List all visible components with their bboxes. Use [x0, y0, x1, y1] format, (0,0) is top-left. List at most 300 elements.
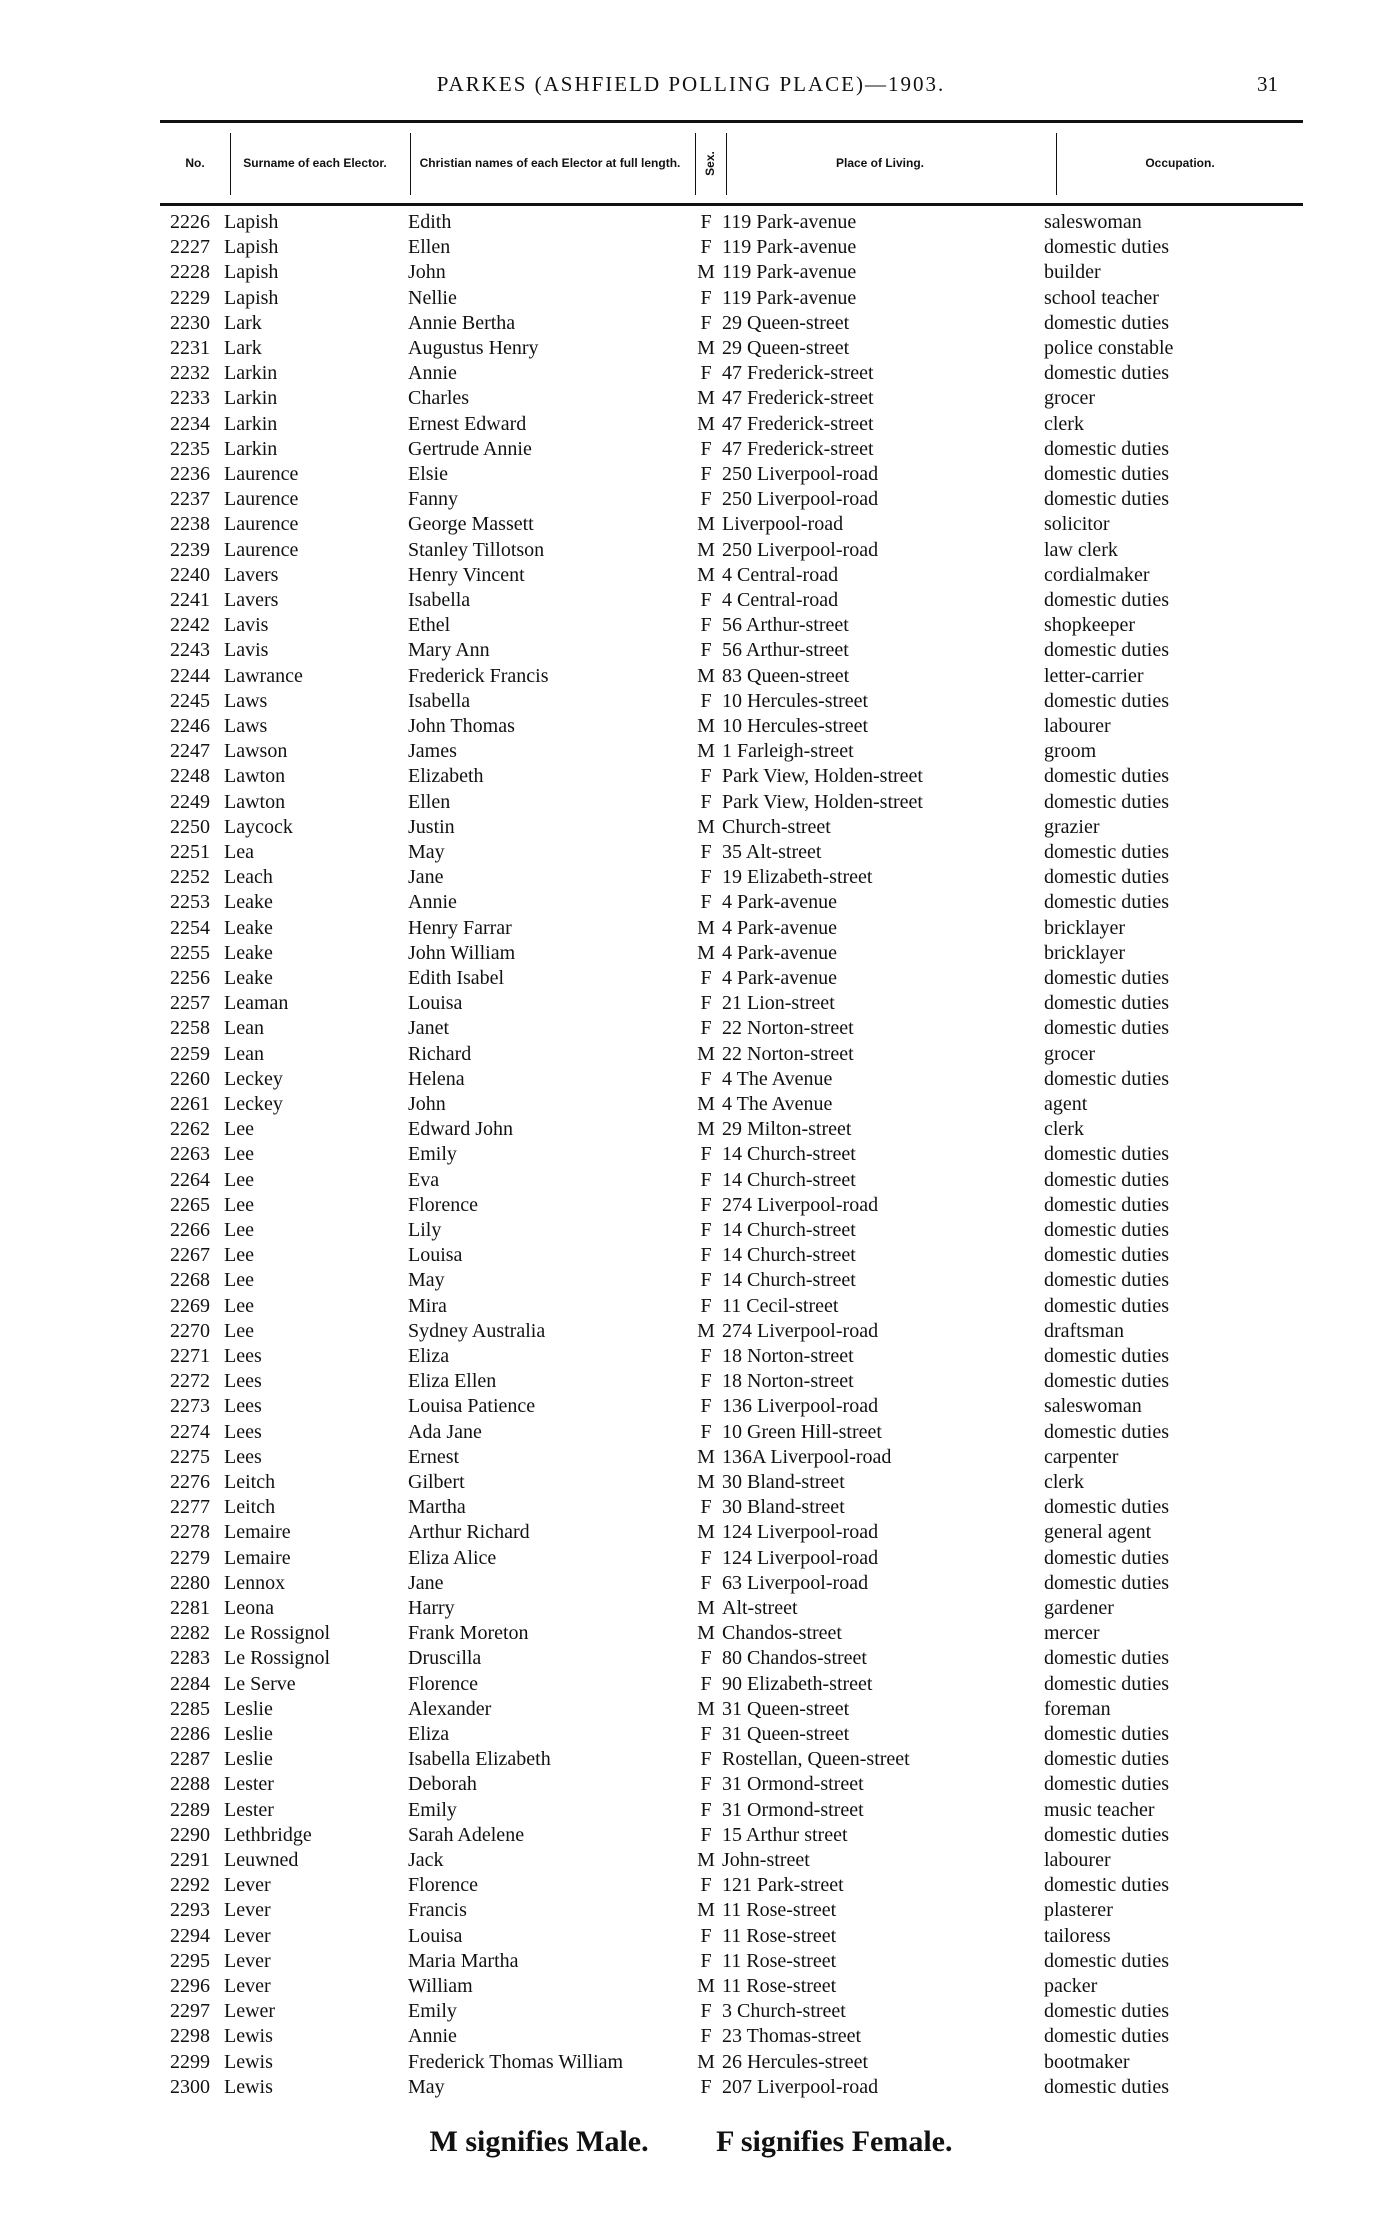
elector-surname: Lavis — [224, 639, 269, 662]
table-row — [0, 664, 1382, 689]
table-row — [0, 1672, 1382, 1697]
table-row — [0, 1344, 1382, 1369]
elector-number: 2233 — [170, 387, 210, 410]
elector-surname: Le Rossignol — [224, 1647, 331, 1670]
table-row — [0, 764, 1382, 789]
elector-occupation: domestic duties — [1044, 891, 1169, 914]
elector-number: 2277 — [170, 1496, 210, 1519]
elector-christian-names: Helena — [408, 1067, 465, 1090]
elector-number: 2274 — [170, 1420, 210, 1443]
elector-place-of-living: 47 Frederick-street — [722, 362, 874, 385]
elector-sex: F — [700, 1244, 712, 1267]
elector-number: 2265 — [170, 1193, 210, 1216]
elector-place-of-living: 11 Rose-street — [722, 1924, 837, 1947]
elector-number: 2271 — [170, 1345, 210, 1367]
elector-surname: Lee — [224, 1219, 254, 1241]
elector-occupation: grazier — [1044, 815, 1100, 838]
male-legend: M signifies Male. — [429, 2125, 649, 2158]
elector-christian-names: Augustus Henry — [408, 337, 539, 359]
elector-number: 2255 — [170, 941, 210, 964]
table-row — [0, 1193, 1382, 1218]
elector-christian-names: Jane — [408, 866, 444, 889]
elector-number: 2260 — [170, 1067, 210, 1090]
table-row — [0, 1546, 1382, 1571]
elector-sex: M — [697, 513, 715, 536]
elector-place-of-living: 22 Norton-street — [722, 1042, 854, 1065]
elector-sex: M — [697, 2050, 715, 2073]
elector-christian-names: Emily — [408, 2000, 457, 2023]
elector-surname: Leuwned — [224, 1849, 299, 1871]
elector-sex: F — [700, 1874, 712, 1897]
elector-surname: Lever — [224, 1899, 271, 1922]
elector-number: 2283 — [170, 1647, 210, 1670]
table-row — [0, 1092, 1382, 1117]
table-row — [0, 336, 1382, 361]
elector-number: 2245 — [170, 689, 210, 712]
elector-surname: Lennox — [224, 1571, 286, 1594]
elector-number: 2263 — [170, 1143, 210, 1166]
elector-occupation: shopkeeper — [1044, 614, 1136, 637]
elector-place-of-living: 119 Park-avenue — [722, 211, 857, 233]
elector-place-of-living: 30 Bland-street — [722, 1471, 845, 1493]
elector-sex: M — [697, 664, 715, 687]
elector-surname: Lees — [224, 1445, 262, 1468]
elector-christian-names: May — [408, 2075, 445, 2098]
elector-occupation: letter-carrier — [1044, 664, 1144, 687]
elector-place-of-living: 4 Park-avenue — [722, 891, 837, 914]
table-row — [0, 1924, 1382, 1949]
column-header-sex: Sex. — [702, 150, 717, 176]
elector-place-of-living: 14 Church-street — [722, 1168, 856, 1191]
table-row — [0, 790, 1382, 815]
elector-number: 2241 — [170, 589, 210, 611]
elector-number: 2244 — [170, 664, 210, 687]
elector-place-of-living: 31 Queen-street — [722, 1723, 850, 1745]
elector-sex: F — [700, 1798, 712, 1821]
elector-occupation: domestic duties — [1044, 866, 1169, 889]
elector-christian-names: Arthur Richard — [408, 1521, 530, 1544]
elector-christian-names: Maria Martha — [408, 1949, 519, 1972]
elector-christian-names: Florence — [408, 1672, 478, 1695]
elector-occupation: agent — [1044, 1093, 1088, 1115]
elector-christian-names: Elsie — [408, 463, 448, 485]
elector-number: 2227 — [170, 236, 210, 259]
elector-place-of-living: 11 Rose-street — [722, 1899, 837, 1922]
elector-number: 2251 — [170, 841, 210, 863]
table-row — [0, 1949, 1382, 1974]
elector-occupation: groom — [1044, 740, 1097, 763]
elector-surname: Lawton — [224, 765, 286, 788]
elector-place-of-living: 90 Elizabeth-street — [722, 1672, 873, 1695]
elector-sex: F — [700, 1672, 712, 1695]
elector-sex: F — [700, 362, 712, 385]
elector-sex: M — [697, 1445, 715, 1468]
elector-christian-names: Annie — [408, 2025, 457, 2048]
elector-number: 2284 — [170, 1672, 210, 1695]
elector-place-of-living: 119 Park-avenue — [722, 236, 857, 259]
elector-christian-names: George Massett — [408, 513, 534, 536]
elector-sex: M — [697, 1521, 715, 1544]
elector-place-of-living: Alt-street — [722, 1597, 798, 1619]
elector-sex: M — [697, 1319, 715, 1342]
table-row — [0, 1369, 1382, 1394]
elector-christian-names: Martha — [408, 1496, 466, 1519]
table-row — [0, 2024, 1382, 2049]
elector-place-of-living: 124 Liverpool-road — [722, 1521, 879, 1544]
elector-surname: Leitch — [224, 1496, 276, 1519]
elector-sex: F — [700, 1168, 712, 1191]
elector-sex: F — [700, 1017, 712, 1040]
elector-christian-names: Emily — [408, 1798, 457, 1821]
elector-place-of-living: 29 Queen-street — [722, 311, 850, 334]
elector-christian-names: Edith Isabel — [408, 967, 505, 989]
elector-number: 2296 — [170, 1975, 210, 1997]
elector-place-of-living: 4 Central-road — [722, 589, 839, 611]
elector-christian-names: Gertrude Annie — [408, 437, 532, 460]
elector-number: 2297 — [170, 2000, 210, 2023]
elector-sex: F — [700, 311, 712, 334]
elector-christian-names: Justin — [408, 815, 455, 838]
elector-sex: F — [700, 236, 712, 259]
elector-occupation: domestic duties — [1044, 1219, 1169, 1241]
elector-occupation: domestic duties — [1044, 967, 1169, 989]
elector-place-of-living: 1 Farleigh-street — [722, 740, 854, 763]
elector-occupation: domestic duties — [1044, 1823, 1169, 1846]
elector-surname: Lees — [224, 1420, 262, 1443]
elector-place-of-living: 4 Park-avenue — [722, 967, 837, 989]
elector-sex: F — [700, 1067, 712, 1090]
elector-surname: Lester — [224, 1798, 274, 1821]
table-row — [0, 437, 1382, 462]
elector-occupation: domestic duties — [1044, 765, 1169, 788]
elector-christian-names: Druscilla — [408, 1647, 482, 1670]
elector-number: 2286 — [170, 1723, 210, 1745]
elector-christian-names: Frank Moreton — [408, 1622, 529, 1645]
column-header-surname: Surname of each Elector. — [243, 155, 387, 170]
elector-occupation: bricklayer — [1044, 941, 1126, 964]
elector-place-of-living: 29 Queen-street — [722, 337, 850, 359]
elector-surname: Leake — [224, 916, 273, 939]
elector-occupation: packer — [1044, 1975, 1098, 1997]
elector-occupation: domestic duties — [1044, 236, 1169, 259]
elector-sex: M — [697, 563, 715, 586]
table-row — [0, 1117, 1382, 1142]
elector-occupation: draftsman — [1044, 1319, 1124, 1342]
elector-christian-names: Frederick Francis — [408, 664, 549, 687]
elector-number: 2252 — [170, 866, 210, 889]
elector-sex: F — [700, 1496, 712, 1519]
elector-surname: Lemaire — [224, 1521, 291, 1544]
table-row — [0, 563, 1382, 588]
elector-place-of-living: 29 Milton-street — [722, 1118, 852, 1141]
elector-occupation: domestic duties — [1044, 1193, 1169, 1216]
elector-christian-names: Edward John — [408, 1118, 513, 1141]
elector-surname: Lewis — [224, 2025, 273, 2048]
elector-place-of-living: 3 Church-street — [722, 2000, 846, 2023]
elector-number: 2253 — [170, 891, 210, 914]
elector-number: 2290 — [170, 1823, 210, 1846]
elector-occupation: domestic duties — [1044, 689, 1169, 712]
elector-number: 2299 — [170, 2050, 210, 2073]
table-row — [0, 1470, 1382, 1495]
elector-number: 2278 — [170, 1521, 210, 1544]
table-row — [0, 1798, 1382, 1823]
table-row — [0, 361, 1382, 386]
elector-christian-names: Eliza — [408, 1723, 450, 1745]
elector-occupation: clerk — [1044, 1471, 1084, 1493]
elector-place-of-living: Church-street — [722, 815, 831, 838]
elector-number: 2270 — [170, 1319, 210, 1342]
table-row — [0, 1596, 1382, 1621]
elector-occupation: mercer — [1044, 1622, 1100, 1645]
elector-occupation: domestic duties — [1044, 362, 1169, 385]
elector-number: 2275 — [170, 1445, 210, 1468]
elector-christian-names: Emily — [408, 1143, 457, 1166]
elector-sex: F — [700, 639, 712, 662]
elector-occupation: domestic duties — [1044, 2025, 1169, 2048]
elector-sex: F — [700, 967, 712, 989]
elector-sex: F — [700, 689, 712, 712]
elector-surname: Lean — [224, 1042, 264, 1065]
table-row — [0, 538, 1382, 563]
elector-number: 2234 — [170, 412, 210, 435]
table-row — [0, 1268, 1382, 1293]
elector-surname: Lavers — [224, 563, 279, 586]
elector-christian-names: Richard — [408, 1042, 472, 1065]
elector-occupation: domestic duties — [1044, 1168, 1169, 1191]
elector-place-of-living: 14 Church-street — [722, 1244, 856, 1267]
elector-surname: Lewer — [224, 2000, 276, 2023]
elector-place-of-living: 31 Ormond-street — [722, 1773, 864, 1796]
table-row — [0, 1168, 1382, 1193]
elector-sex: M — [697, 1597, 715, 1619]
elector-sex: F — [700, 2075, 712, 2098]
elector-christian-names: Eliza — [408, 1345, 450, 1367]
table-row — [0, 689, 1382, 714]
elector-number: 2267 — [170, 1244, 210, 1267]
elector-christian-names: Sydney Australia — [408, 1319, 546, 1342]
column-header-christian-names: Christian names of each Elector at full length. — [419, 155, 681, 170]
elector-number: 2288 — [170, 1773, 210, 1796]
elector-christian-names: Sarah Adelene — [408, 1823, 525, 1846]
elector-sex: M — [697, 261, 715, 284]
elector-number: 2226 — [170, 211, 210, 233]
elector-place-of-living: 250 Liverpool-road — [722, 463, 879, 485]
elector-sex: F — [700, 866, 712, 889]
elector-place-of-living: 19 Elizabeth-street — [722, 866, 873, 889]
elector-surname: Leake — [224, 941, 273, 964]
elector-sex: F — [700, 1546, 712, 1569]
elector-occupation: solicitor — [1044, 513, 1110, 536]
elector-surname: Lee — [224, 1143, 254, 1166]
elector-place-of-living: 31 Ormond-street — [722, 1798, 864, 1821]
elector-surname: Larkin — [224, 437, 278, 460]
elector-surname: Laurence — [224, 488, 299, 511]
elector-occupation: domestic duties — [1044, 463, 1169, 485]
column-header-sex-cell — [695, 133, 725, 193]
table-header — [160, 120, 1303, 206]
table-row — [0, 512, 1382, 537]
elector-sex: F — [700, 1420, 712, 1443]
elector-sex: F — [700, 1395, 712, 1418]
elector-number: 2292 — [170, 1874, 210, 1897]
elector-place-of-living: 4 Central-road — [722, 563, 839, 586]
elector-sex: F — [700, 1571, 712, 1594]
elector-place-of-living: 119 Park-avenue — [722, 286, 857, 309]
elector-place-of-living: 21 Lion-street — [722, 992, 835, 1015]
elector-place-of-living: 274 Liverpool-road — [722, 1193, 879, 1216]
elector-surname: Lever — [224, 1924, 271, 1947]
elector-number: 2293 — [170, 1899, 210, 1922]
elector-occupation: domestic duties — [1044, 1143, 1169, 1166]
elector-surname: Lever — [224, 1949, 271, 1972]
elector-christian-names: Nellie — [408, 286, 457, 309]
elector-christian-names: May — [408, 1269, 445, 1292]
elector-surname: Lapish — [224, 286, 279, 309]
elector-christian-names: Eliza Ellen — [408, 1370, 497, 1393]
elector-sex: F — [700, 1193, 712, 1216]
elector-place-of-living: 207 Liverpool-road — [722, 2075, 879, 2098]
elector-surname: Laurence — [224, 538, 299, 561]
elector-surname: Leach — [224, 866, 273, 889]
elector-place-of-living: 11 Rose-street — [722, 1975, 837, 1997]
table-row — [0, 1420, 1382, 1445]
elector-sex: M — [697, 740, 715, 763]
elector-place-of-living: 10 Hercules-street — [722, 689, 869, 712]
elector-sex: F — [700, 891, 712, 914]
elector-occupation: carpenter — [1044, 1445, 1119, 1468]
elector-christian-names: James — [408, 740, 457, 763]
elector-surname: Leitch — [224, 1471, 276, 1493]
elector-christian-names: Alexander — [408, 1697, 492, 1720]
elector-place-of-living: 47 Frederick-street — [722, 412, 874, 435]
elector-sex: F — [700, 437, 712, 460]
elector-sex: F — [700, 1370, 712, 1393]
elector-christian-names: Edith — [408, 211, 452, 233]
elector-surname: Lever — [224, 1874, 271, 1897]
elector-surname: Leaman — [224, 992, 289, 1015]
elector-occupation: gardener — [1044, 1597, 1114, 1619]
elector-occupation: domestic duties — [1044, 437, 1169, 460]
elector-sex: F — [700, 992, 712, 1015]
elector-christian-names: Florence — [408, 1874, 478, 1897]
elector-occupation: domestic duties — [1044, 1269, 1169, 1292]
elector-place-of-living: 11 Rose-street — [722, 1949, 837, 1972]
elector-sex: M — [697, 1093, 715, 1115]
elector-place-of-living: Chandos-street — [722, 1622, 842, 1645]
elector-number: 2282 — [170, 1622, 210, 1645]
table-row — [0, 1319, 1382, 1344]
elector-christian-names: Jack — [408, 1849, 444, 1871]
elector-christian-names: Fanny — [408, 488, 458, 511]
elector-sex: F — [700, 463, 712, 485]
elector-place-of-living: 18 Norton-street — [722, 1370, 854, 1393]
elector-christian-names: Annie Bertha — [408, 311, 516, 334]
legend-footer — [0, 2125, 1382, 2159]
elector-surname: Lapish — [224, 211, 279, 233]
elector-sex: F — [700, 286, 712, 309]
page-title: PARKES (ASHFIELD POLLING PLACE)—1903. — [436, 72, 946, 96]
elector-surname: Leslie — [224, 1748, 273, 1771]
elector-sex: F — [700, 1345, 712, 1367]
elector-occupation: domestic duties — [1044, 1748, 1169, 1771]
elector-number: 2246 — [170, 715, 210, 737]
elector-occupation: tailoress — [1044, 1924, 1111, 1947]
elector-number: 2259 — [170, 1042, 210, 1065]
elector-occupation: builder — [1044, 261, 1101, 284]
elector-surname: Lapish — [224, 261, 279, 284]
elector-christian-names: Gilbert — [408, 1471, 465, 1493]
elector-place-of-living: Park View, Holden-street — [722, 765, 923, 788]
elector-christian-names: Ellen — [408, 236, 451, 259]
elector-sex: F — [700, 790, 712, 813]
elector-occupation: bootmaker — [1044, 2050, 1130, 2073]
elector-christian-names: William — [408, 1975, 473, 1997]
elector-surname: Laurence — [224, 513, 299, 536]
elector-surname: Lever — [224, 1975, 271, 1997]
elector-place-of-living: Rostellan, Queen-street — [722, 1748, 910, 1771]
elector-christian-names: Ernest — [408, 1445, 460, 1468]
elector-number: 2261 — [170, 1093, 210, 1115]
elector-surname: Laycock — [224, 815, 293, 838]
elector-christian-names: Louisa — [408, 992, 463, 1015]
elector-number: 2248 — [170, 765, 210, 788]
elector-occupation: foreman — [1044, 1697, 1111, 1720]
elector-surname: Lee — [224, 1269, 254, 1292]
table-row — [0, 1772, 1382, 1797]
elector-sex: F — [700, 488, 712, 511]
table-row — [0, 1848, 1382, 1873]
elector-sex: F — [700, 614, 712, 637]
elector-occupation: domestic duties — [1044, 1773, 1169, 1796]
elector-place-of-living: 18 Norton-street — [722, 1345, 854, 1367]
elector-christian-names: Annie — [408, 891, 457, 914]
elector-christian-names: Lily — [408, 1219, 442, 1241]
elector-place-of-living: 119 Park-avenue — [722, 261, 857, 284]
elector-number: 2291 — [170, 1849, 210, 1871]
elector-christian-names: Ellen — [408, 790, 451, 813]
elector-surname: Leake — [224, 967, 273, 989]
table-row — [0, 260, 1382, 285]
elector-christian-names: Mira — [408, 1294, 447, 1317]
elector-surname: Leckey — [224, 1093, 283, 1115]
elector-place-of-living: 124 Liverpool-road — [722, 1546, 879, 1569]
table-row — [0, 613, 1382, 638]
elector-sex: M — [697, 1471, 715, 1493]
elector-occupation: school teacher — [1044, 286, 1159, 309]
table-row — [0, 1294, 1382, 1319]
table-row — [0, 1016, 1382, 1041]
elector-surname: Larkin — [224, 412, 278, 435]
elector-number: 2269 — [170, 1294, 210, 1317]
elector-occupation: music teacher — [1044, 1798, 1155, 1821]
table-row — [0, 815, 1382, 840]
elector-occupation: domestic duties — [1044, 1647, 1169, 1670]
elector-occupation: police constable — [1044, 337, 1174, 359]
elector-sex: F — [700, 765, 712, 788]
table-row — [0, 1999, 1382, 2024]
table-row — [0, 1898, 1382, 1923]
elector-sex: F — [700, 2000, 712, 2023]
elector-place-of-living: 4 Park-avenue — [722, 941, 837, 964]
elector-place-of-living: 56 Arthur-street — [722, 614, 849, 637]
elector-christian-names: John — [408, 1093, 446, 1115]
elector-occupation: domestic duties — [1044, 1370, 1169, 1393]
elector-place-of-living: 35 Alt-street — [722, 841, 822, 863]
elector-christian-names: Louisa — [408, 1244, 463, 1267]
elector-occupation: bricklayer — [1044, 916, 1126, 939]
elector-surname: Lewis — [224, 2075, 273, 2098]
